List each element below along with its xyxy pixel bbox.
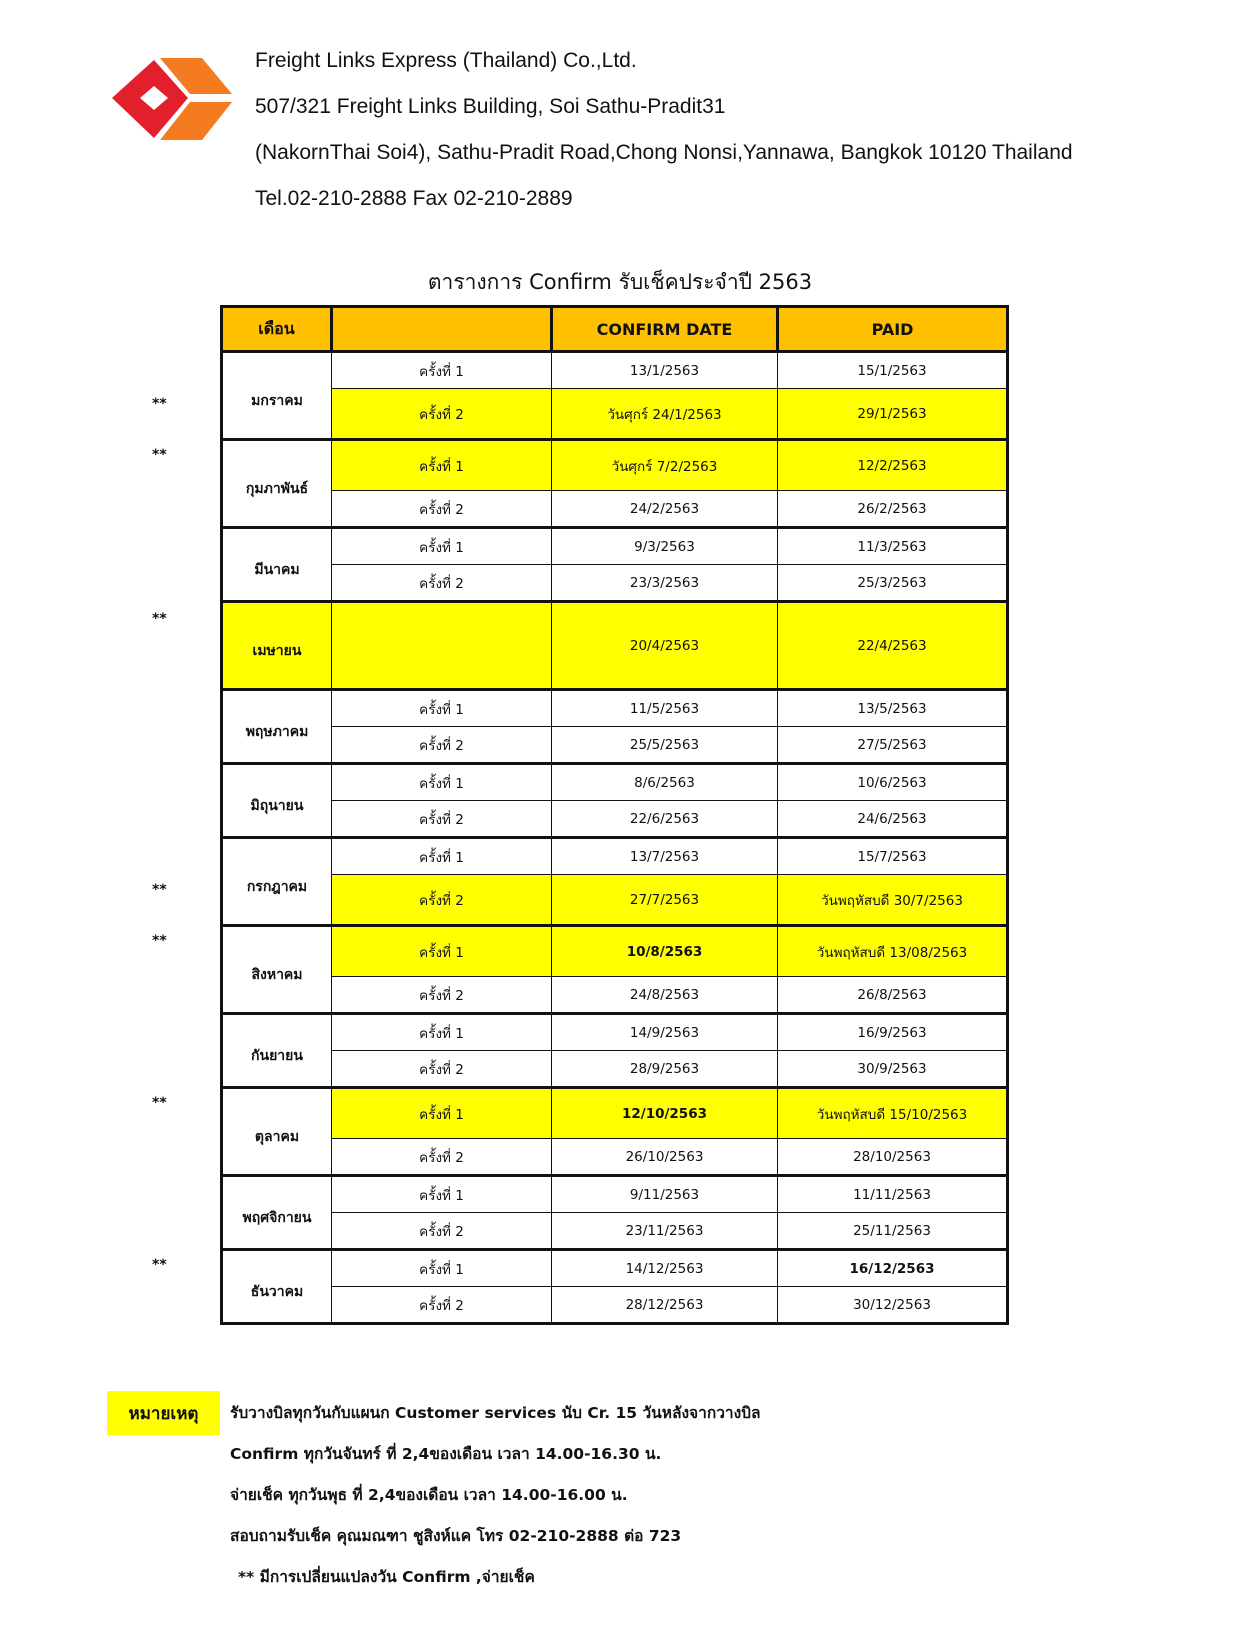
header-month: เดือน (222, 307, 332, 352)
table-row (222, 1139, 1008, 1176)
note-line: รับวางบิลทุกวันกับแผนก Customer services นับ Cr. 15 วันหลังจากวางบิล (230, 1404, 761, 1422)
round-cell: ครั้งที่ 2 (332, 565, 552, 602)
table-header (222, 307, 1008, 352)
month-label: มิถุนายน (250, 797, 304, 814)
table-row (222, 1088, 1008, 1139)
round-cell: ครั้งที่ 2 (332, 875, 552, 926)
month-cell (222, 690, 332, 764)
paid-date-cell: วันพฤหัสบดี 15/10/2563 (778, 1088, 1008, 1139)
month-label: ธันวาคม (250, 1283, 304, 1300)
confirm-date-cell: 14/12/2563 (552, 1250, 778, 1287)
company-contact: Tel.02-210-2888 Fax 02-210-2889 (255, 187, 573, 210)
round-cell: ครั้งที่ 1 (332, 528, 552, 565)
round-cell: ครั้งที่ 1 (332, 1250, 552, 1287)
month-label: พฤษภาคม (245, 723, 309, 740)
company-address-line2: (NakornThai Soi4), Sathu-Pradit Road,Chong Nonsi,Yannawa, Bangkok 10120 Thailand (255, 141, 1073, 164)
paid-date-cell: 10/6/2563 (778, 764, 1008, 801)
table-row (222, 875, 1008, 926)
month-group (222, 528, 1008, 602)
company-info (255, 38, 1073, 222)
note-line: Confirm ทุกวันจันทร์ ที่ 2,4ของเดือน เวลา 14.00-16.30 น. (230, 1445, 662, 1463)
table-row (222, 690, 1008, 727)
table-row (222, 440, 1008, 491)
month-group (222, 838, 1008, 926)
table-row (222, 1051, 1008, 1088)
confirm-date-cell: 13/7/2563 (552, 838, 778, 875)
month-label: ตุลาคม (254, 1128, 300, 1145)
table-row (222, 1213, 1008, 1250)
month-group (222, 602, 1008, 690)
confirm-date-cell: 20/4/2563 (552, 602, 778, 690)
notes-list (230, 1393, 761, 1598)
confirm-date-cell: 10/8/2563 (552, 926, 778, 977)
note-line: จ่ายเช็ค ทุกวันพุธ ที่ 2,4ของเดือน เวลา 14.00-16.00 น. (230, 1486, 628, 1504)
round-cell: ครั้งที่ 2 (332, 727, 552, 764)
month-group (222, 690, 1008, 764)
note-label: หมายเหตุ (107, 1391, 220, 1435)
table-row (222, 491, 1008, 528)
table-row (222, 565, 1008, 602)
month-label: กันยายน (251, 1047, 303, 1064)
round-cell: ครั้งที่ 2 (332, 1287, 552, 1324)
header-confirm-date: CONFIRM DATE (552, 307, 778, 352)
month-cell (222, 352, 332, 440)
paid-date-cell: 30/9/2563 (778, 1051, 1008, 1088)
table-row (222, 977, 1008, 1014)
table-row (222, 602, 1008, 690)
confirm-date-cell: 23/11/2563 (552, 1213, 778, 1250)
table-row (222, 1287, 1008, 1324)
confirm-date-cell: 9/11/2563 (552, 1176, 778, 1213)
round-cell: ครั้งที่ 2 (332, 977, 552, 1014)
table-row (222, 926, 1008, 977)
table-row (222, 1250, 1008, 1287)
month-cell (222, 764, 332, 838)
paid-date-cell: 11/11/2563 (778, 1176, 1008, 1213)
paid-date-cell: 15/7/2563 (778, 838, 1008, 875)
round-cell: ครั้งที่ 1 (332, 440, 552, 491)
round-cell: ครั้งที่ 1 (332, 1176, 552, 1213)
paid-date-cell: 13/5/2563 (778, 690, 1008, 727)
month-cell (222, 838, 332, 926)
confirm-date-cell: 23/3/2563 (552, 565, 778, 602)
round-cell: ครั้งที่ 1 (332, 690, 552, 727)
confirm-date-cell: 12/10/2563 (552, 1088, 778, 1139)
confirm-date-cell: 24/2/2563 (552, 491, 778, 528)
month-cell (222, 1250, 332, 1324)
round-cell: ครั้งที่ 2 (332, 389, 552, 440)
change-marker: ** (152, 882, 167, 898)
table-row (222, 1176, 1008, 1213)
round-cell: ครั้งที่ 2 (332, 1213, 552, 1250)
table-row (222, 352, 1008, 389)
month-cell (222, 440, 332, 528)
month-cell (222, 528, 332, 602)
paid-date-cell: 25/11/2563 (778, 1213, 1008, 1250)
change-marker: ** (152, 1257, 167, 1273)
paid-date-cell: 25/3/2563 (778, 565, 1008, 602)
change-marker: ** (152, 447, 167, 463)
month-cell (222, 1176, 332, 1250)
company-name: Freight Links Express (Thailand) Co.,Ltd. (255, 49, 637, 72)
month-group (222, 440, 1008, 528)
table-row (222, 801, 1008, 838)
company-address-line1: 507/321 Freight Links Building, Soi Sathu-Pradit31 (255, 95, 726, 118)
confirm-date-cell: 27/7/2563 (552, 875, 778, 926)
confirm-date-cell: วันศุกร์ 7/2/2563 (552, 440, 778, 491)
paid-date-cell: 27/5/2563 (778, 727, 1008, 764)
confirm-date-cell: 9/3/2563 (552, 528, 778, 565)
change-marker: ** (152, 1095, 167, 1111)
month-label: เมษายน (252, 642, 302, 659)
paid-date-cell: 28/10/2563 (778, 1139, 1008, 1176)
table-row (222, 838, 1008, 875)
header-round (332, 307, 552, 352)
paid-date-cell: 15/1/2563 (778, 352, 1008, 389)
month-label: สิงหาคม (251, 966, 303, 983)
month-label: กรกฎาคม (246, 878, 308, 895)
round-cell (332, 602, 552, 690)
round-cell: ครั้งที่ 1 (332, 1088, 552, 1139)
month-group (222, 764, 1008, 838)
confirm-date-cell: 14/9/2563 (552, 1014, 778, 1051)
round-cell: ครั้งที่ 2 (332, 1051, 552, 1088)
paid-date-cell: 16/9/2563 (778, 1014, 1008, 1051)
paid-date-cell: 30/12/2563 (778, 1287, 1008, 1324)
table-row (222, 528, 1008, 565)
round-cell: ครั้งที่ 2 (332, 801, 552, 838)
table-row (222, 389, 1008, 440)
paid-date-cell: 26/2/2563 (778, 491, 1008, 528)
month-cell (222, 602, 332, 690)
change-marker: ** (152, 933, 167, 949)
page-title: ตารางการ Confirm รับเช็คประจำปี 2563 (427, 270, 813, 294)
confirm-date-cell: 11/5/2563 (552, 690, 778, 727)
paid-date-cell: 12/2/2563 (778, 440, 1008, 491)
confirm-date-cell: 24/8/2563 (552, 977, 778, 1014)
round-cell: ครั้งที่ 2 (332, 491, 552, 528)
month-label: มกราคม (251, 392, 303, 409)
month-group (222, 352, 1008, 440)
month-cell (222, 926, 332, 1014)
confirm-date-cell: 13/1/2563 (552, 352, 778, 389)
paid-date-cell: 26/8/2563 (778, 977, 1008, 1014)
paid-date-cell: วันพฤหัสบดี 13/08/2563 (778, 926, 1008, 977)
paid-date-cell: 16/12/2563 (778, 1250, 1008, 1287)
confirm-date-cell: 8/6/2563 (552, 764, 778, 801)
confirm-date-cell: 26/10/2563 (552, 1139, 778, 1176)
table-row (222, 764, 1008, 801)
paid-date-cell: วันพฤหัสบดี 30/7/2563 (778, 875, 1008, 926)
confirm-date-cell: 25/5/2563 (552, 727, 778, 764)
month-cell (222, 1088, 332, 1176)
note-line: สอบถามรับเช็ค คุณมณฑา ชูสิงห์แค โทร 02-210-2888 ต่อ 723 (230, 1527, 682, 1545)
confirm-schedule-table (220, 305, 1009, 1325)
month-group (222, 1014, 1008, 1088)
paid-date-cell: 22/4/2563 (778, 602, 1008, 690)
company-logo (112, 58, 232, 144)
paid-date-cell: 24/6/2563 (778, 801, 1008, 838)
month-cell (222, 1014, 332, 1088)
month-label: มีนาคม (254, 561, 300, 578)
note-line: ** มีการเปลี่ยนแปลงวัน Confirm ,จ่ายเช็ค (238, 1568, 535, 1586)
month-label: พฤศจิกายน (242, 1209, 312, 1226)
month-group (222, 1250, 1008, 1324)
round-cell: ครั้งที่ 1 (332, 926, 552, 977)
round-cell: ครั้งที่ 1 (332, 764, 552, 801)
month-group (222, 1176, 1008, 1250)
table-row (222, 727, 1008, 764)
month-group (222, 926, 1008, 1014)
confirm-date-cell: 28/12/2563 (552, 1287, 778, 1324)
month-group (222, 1088, 1008, 1176)
month-label: กุมภาพันธ์ (245, 480, 309, 497)
round-cell: ครั้งที่ 1 (332, 352, 552, 389)
round-cell: ครั้งที่ 2 (332, 1139, 552, 1176)
paid-date-cell: 11/3/2563 (778, 528, 1008, 565)
confirm-date-cell: 28/9/2563 (552, 1051, 778, 1088)
round-cell: ครั้งที่ 1 (332, 838, 552, 875)
header-paid: PAID (778, 307, 1008, 352)
confirm-date-cell: วันศุกร์ 24/1/2563 (552, 389, 778, 440)
paid-date-cell: 29/1/2563 (778, 389, 1008, 440)
confirm-date-cell: 22/6/2563 (552, 801, 778, 838)
table-row (222, 1014, 1008, 1051)
change-marker: ** (152, 396, 167, 412)
change-marker: ** (152, 611, 167, 627)
round-cell: ครั้งที่ 1 (332, 1014, 552, 1051)
